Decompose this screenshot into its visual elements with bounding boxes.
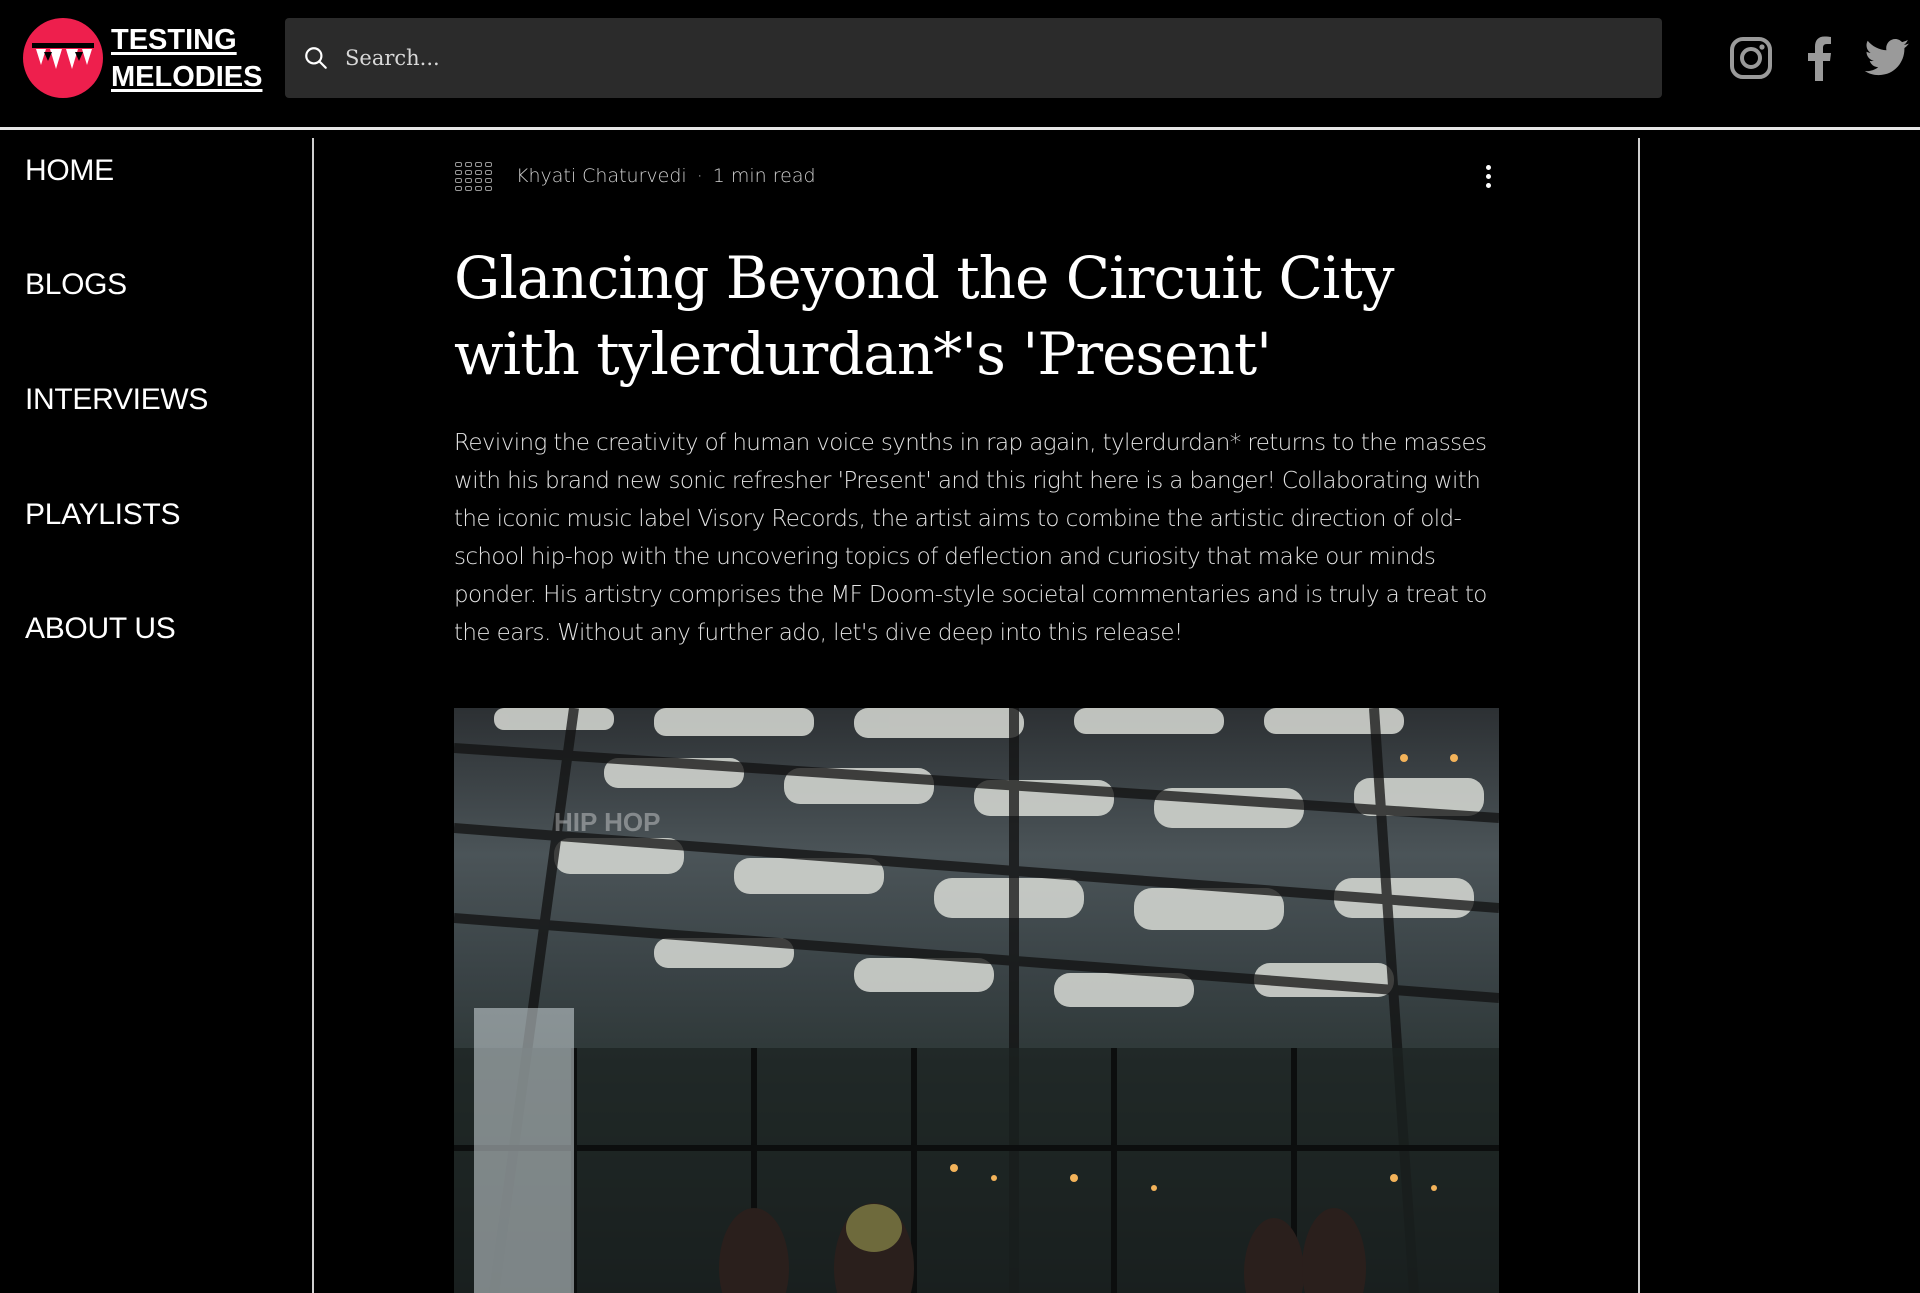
sidebar-nav	[0, 130, 312, 1293]
brand-line-2: MELODIES	[111, 61, 263, 93]
author-name[interactable]: Khyati Chaturvedi	[516, 165, 687, 187]
nav-item-playlists[interactable]: PLAYLISTS	[25, 498, 181, 531]
read-time: 1 min read	[712, 165, 816, 187]
facebook-icon	[1806, 35, 1832, 81]
post-hero-image	[454, 708, 1499, 1293]
search-input[interactable]	[343, 45, 1547, 71]
facebook-link[interactable]	[1796, 32, 1842, 84]
more-options-button[interactable]	[1476, 158, 1500, 194]
more-dot-icon	[1486, 174, 1491, 179]
instagram-link[interactable]	[1726, 32, 1776, 84]
nav-item-blogs[interactable]: BLOGS	[25, 268, 127, 301]
nav-item-about-us[interactable]: ABOUT US	[25, 612, 176, 645]
search-icon	[303, 45, 329, 71]
instagram-icon	[1729, 36, 1773, 80]
content-divider-right	[1638, 138, 1640, 1293]
brand-name[interactable]	[111, 22, 262, 96]
more-dot-icon	[1486, 165, 1491, 170]
more-dot-icon	[1486, 183, 1491, 188]
hero-overlay-text: HIP HOP	[554, 807, 661, 837]
twitter-icon	[1864, 39, 1910, 77]
content-divider-left	[312, 138, 314, 1293]
meta-separator: ·	[696, 165, 703, 187]
author-avatar[interactable]	[454, 154, 494, 198]
site-header	[0, 0, 1920, 128]
nav-item-interviews[interactable]: INTERVIEWS	[25, 383, 209, 416]
brand-line-1: TESTING	[111, 24, 237, 56]
search-bar[interactable]	[285, 18, 1662, 98]
post-intro: Reviving the creativity of human voice synths in rap again, tylerdurdan* returns to the masses with his brand new sonic refresher 'Present' and this right here is a banger! Collaborating with the iconic music label Visory Records, the artist aims to combine the artistic direction of old-school hip-hop with the uncovering topics of deflection and curiosity that make our minds ponder. His artistry comprises the MF Doom-style societal commentaries and is truly a treat to the ears. Without any further ado, let's dive deep into this release!	[454, 430, 1487, 646]
twitter-link[interactable]	[1862, 32, 1912, 84]
hero-photo	[454, 708, 1499, 1293]
logo-badge[interactable]	[23, 18, 103, 98]
post-meta-text	[516, 165, 816, 187]
nav-item-home[interactable]: HOME	[25, 154, 114, 187]
post-title: Glancing Beyond the Circuit City with tylerdurdan*'s 'Present'	[454, 244, 1394, 388]
logo-mark-icon	[32, 43, 94, 73]
post-meta	[454, 154, 816, 198]
